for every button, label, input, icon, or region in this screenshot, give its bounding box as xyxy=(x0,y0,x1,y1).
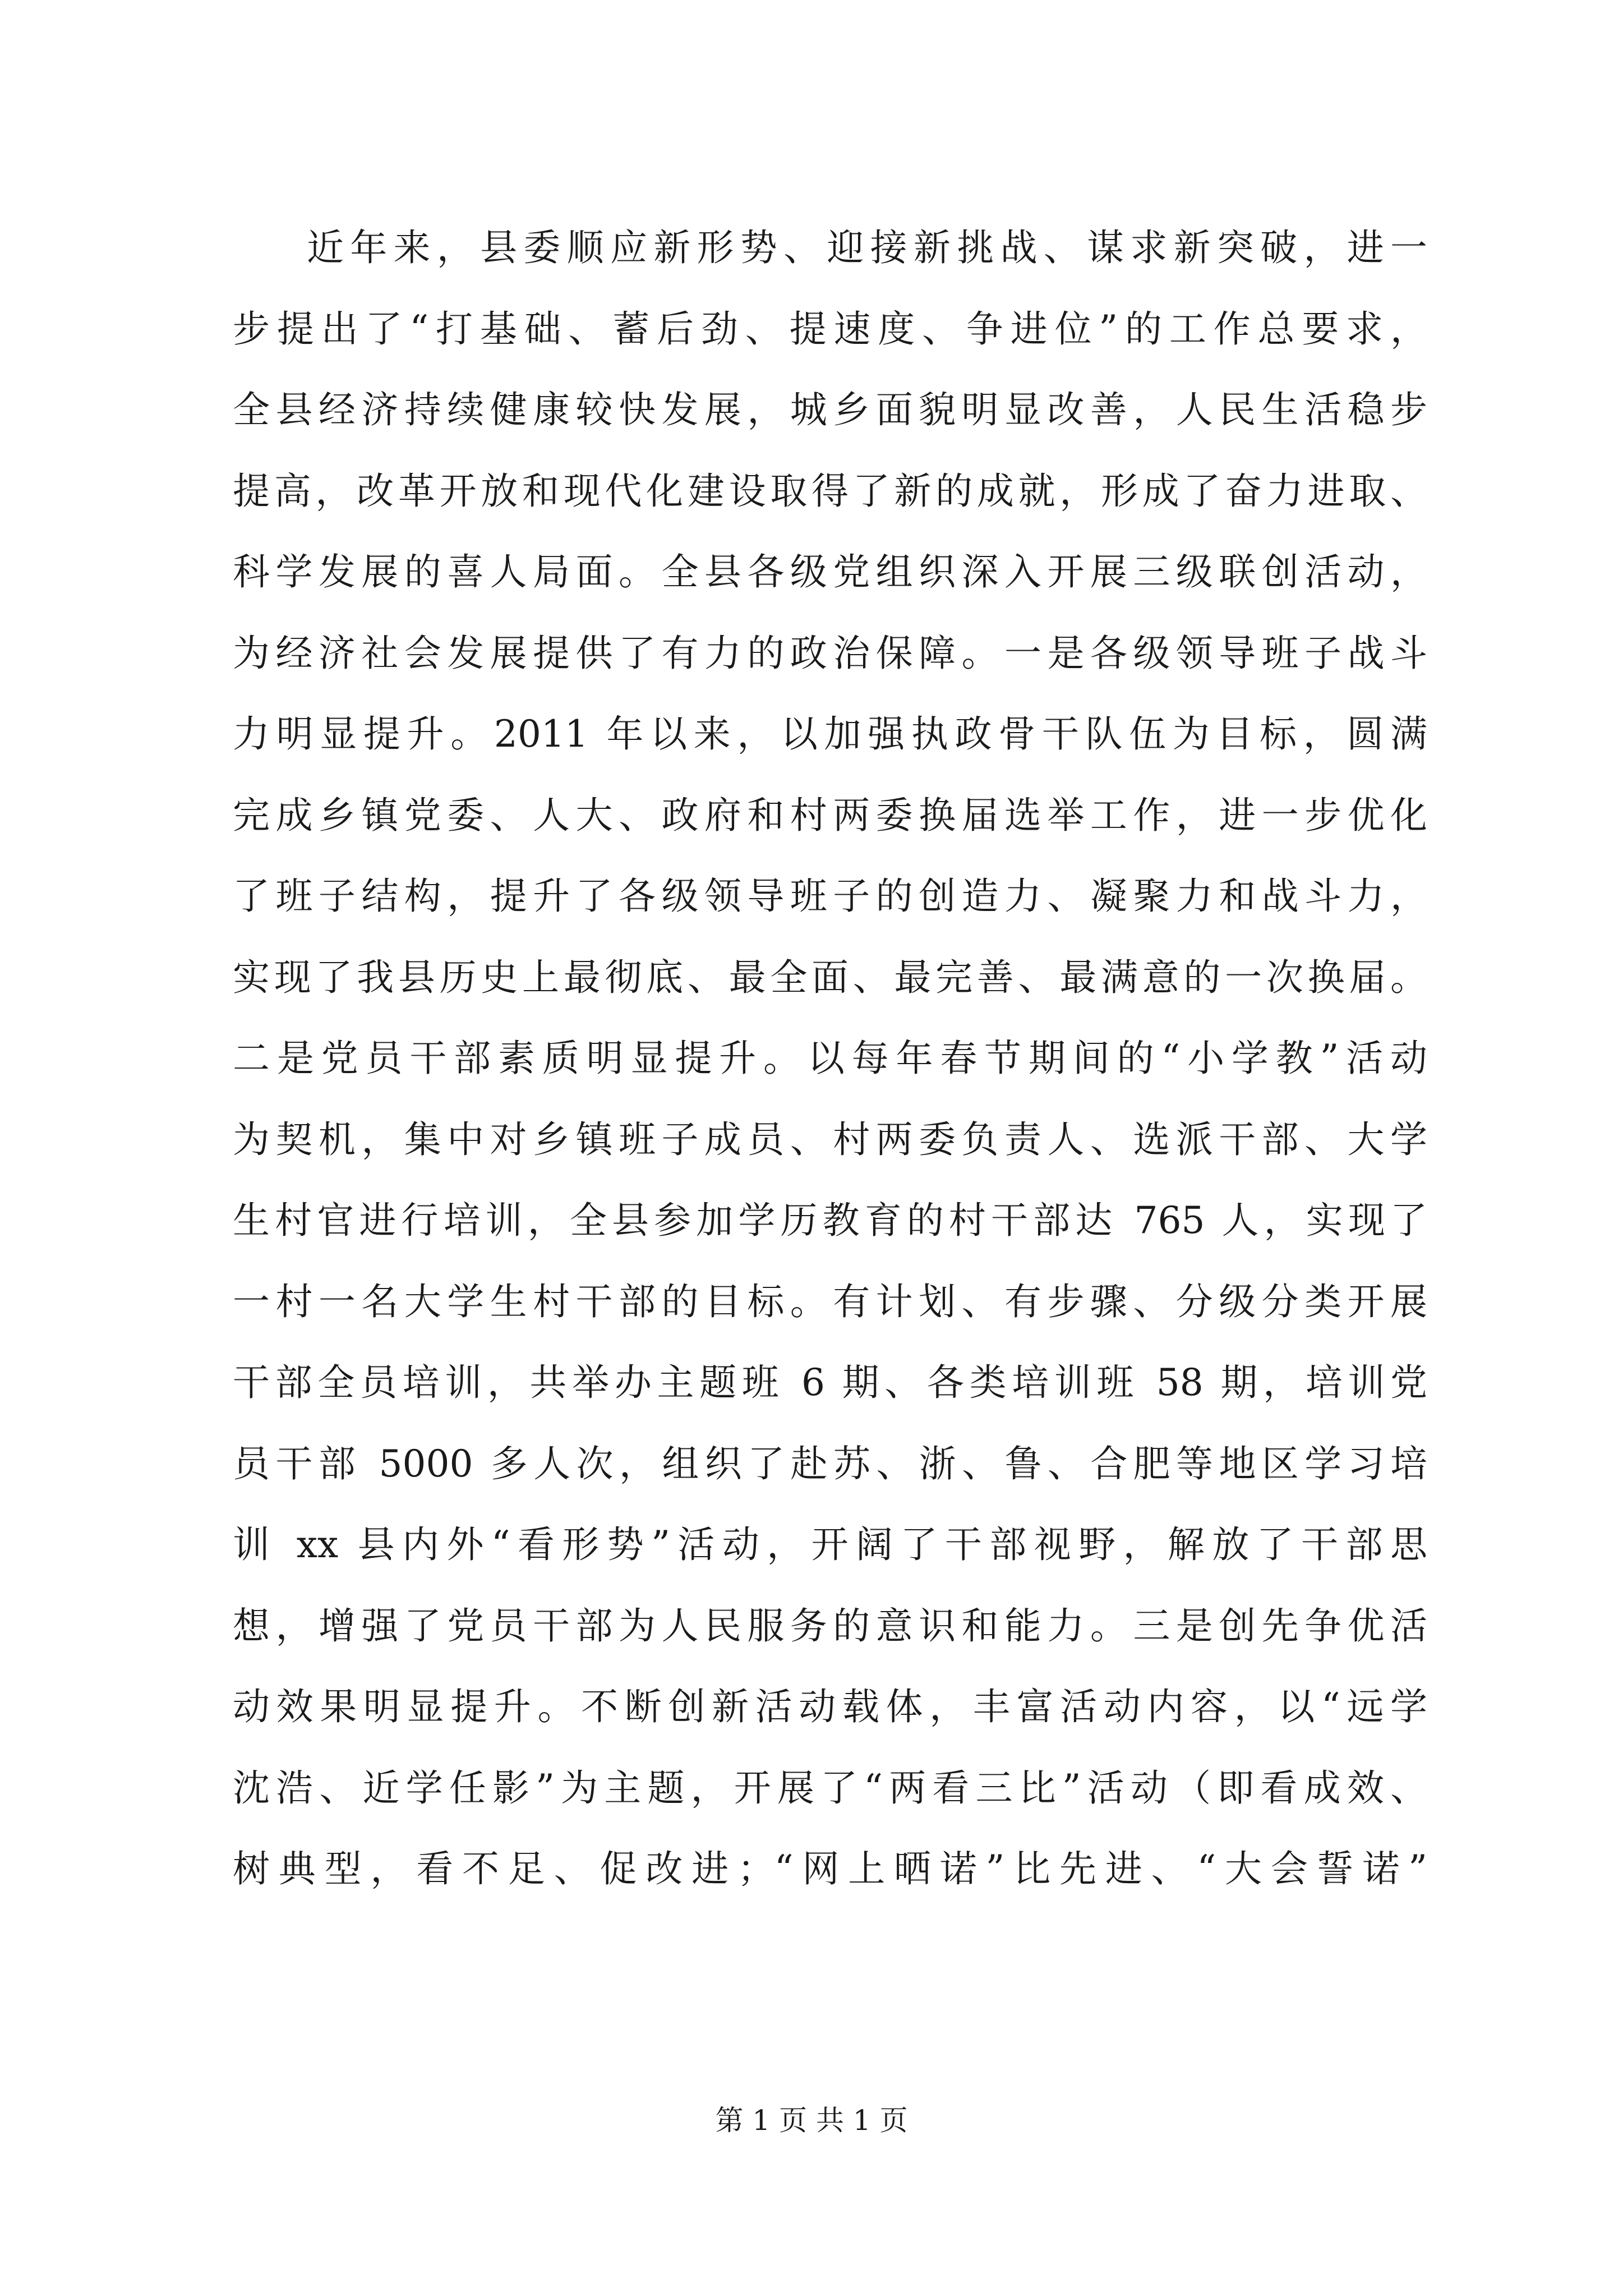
text-line: 全县经济持续健康较快发展，城乡面貌明显改善，人民生活稳步 xyxy=(233,388,1427,431)
text-line: 一村一名大学生村干部的目标。有计划、有步骤、分级分类开展 xyxy=(233,1280,1427,1323)
text-line: 动效果明显提升。不断创新活动载体，丰富活动内容，以“远学 xyxy=(233,1685,1427,1728)
text-line: 想，增强了党员干部为人民服务的意识和能力。三是创先争优活 xyxy=(233,1604,1427,1648)
text-line: 生村官进行培训，全县参加学历教育的村干部达 765 人，实现了 xyxy=(233,1199,1427,1242)
text-line: 树典型，看不足、促改进；“网上晒诺”比先进、“大会誓诺” xyxy=(233,1847,1427,1890)
text-line: 了班子结构，提升了各级领导班子的创造力、凝聚力和战斗力， xyxy=(233,875,1427,918)
text-line: 二是党员干部素质明显提升。以每年春节期间的“小学教”活动 xyxy=(233,1037,1427,1080)
page-number-label: 第 1 页 共 1 页 xyxy=(715,2104,908,2137)
text-line: 沈浩、近学任影”为主题，开展了“两看三比”活动（即看成效、 xyxy=(233,1766,1427,1810)
text-line: 训 xx 县内外“看形势”活动，开阔了干部视野，解放了干部思 xyxy=(233,1523,1427,1566)
text-line: 力明显提升。2011 年以来，以加强执政骨干队伍为目标，圆满 xyxy=(233,712,1427,756)
text-line: 员干部 5000 多人次，组织了赴苏、浙、鲁、合肥等地区学习培 xyxy=(233,1442,1427,1485)
text-line: 干部全员培训，共举办主题班 6 期、各类培训班 58 期，培训党 xyxy=(233,1361,1427,1404)
text-line: 为经济社会发展提供了有力的政治保障。一是各级领导班子战斗 xyxy=(233,631,1427,675)
text-line: 科学发展的喜人局面。全县各级党组织深入开展三级联创活动， xyxy=(233,550,1427,593)
text-line: 提高，改革开放和现代化建设取得了新的成就，形成了奋力进取、 xyxy=(233,469,1427,513)
body-paragraph xyxy=(233,208,1427,1910)
text-line: 步提出了“打基础、蓄后劲、提速度、争进位”的工作总要求， xyxy=(233,307,1427,351)
text-line: 为契机，集中对乡镇班子成员、村两委负责人、选派干部、大学 xyxy=(233,1117,1427,1161)
text-line: 实现了我县历史上最彻底、最全面、最完善、最满意的一次换届。 xyxy=(233,955,1427,999)
text-line: 近年来，县委顺应新形势、迎接新挑战、谋求新突破，进一 xyxy=(307,226,1427,269)
text-line: 完成乡镇党委、人大、政府和村两委换届选举工作，进一步优化 xyxy=(233,793,1427,837)
page-footer xyxy=(0,2098,1623,2138)
